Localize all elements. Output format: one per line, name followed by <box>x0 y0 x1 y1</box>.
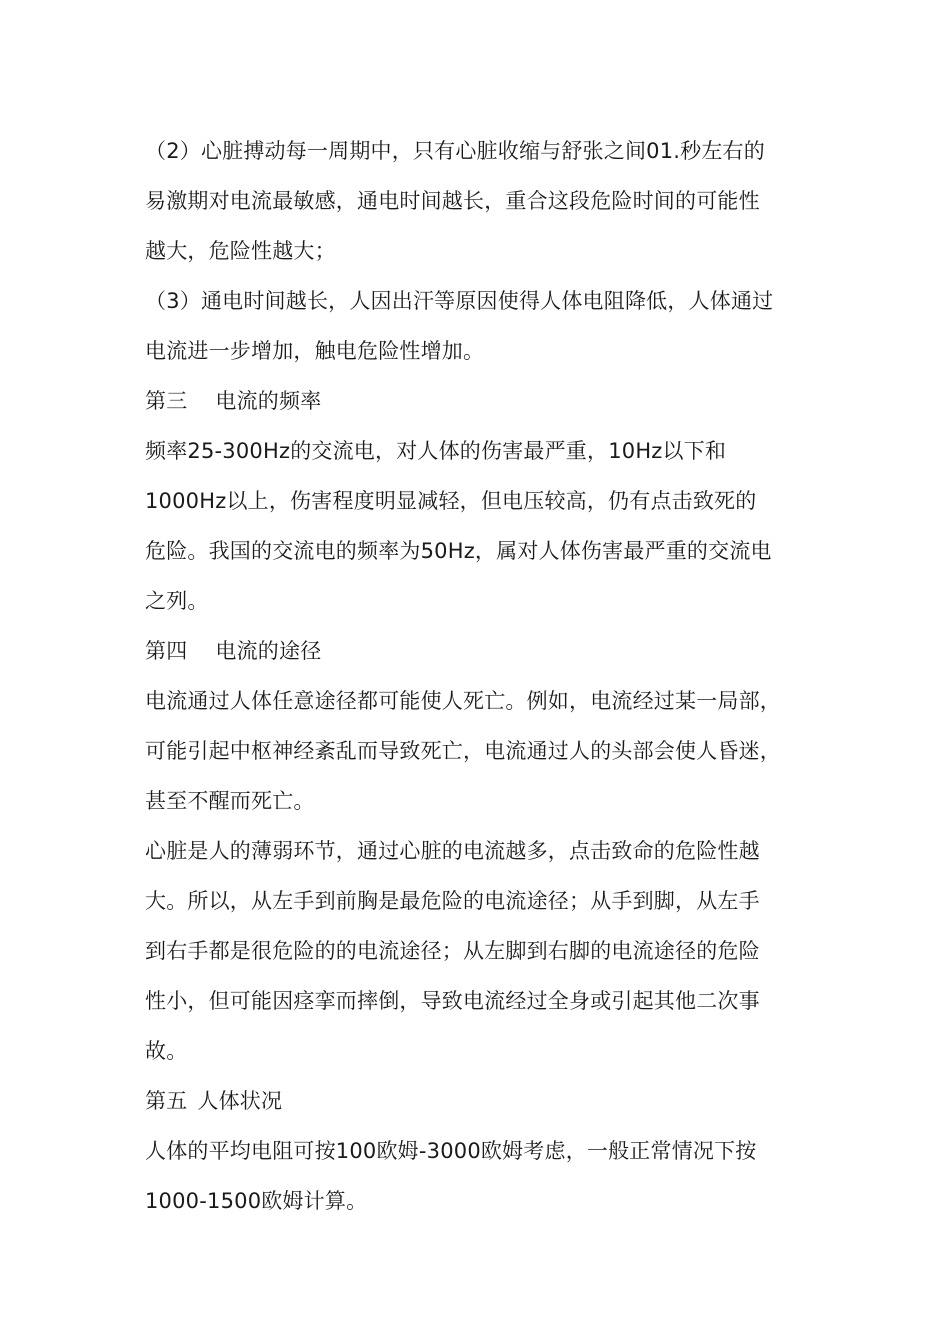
section-title: 电流的途径 <box>215 639 322 663</box>
section-heading-frequency <box>145 376 810 426</box>
text-line: 可能引起中枢神经紊乱而导致死亡，电流通过人的头部会使人昏迷， <box>145 739 781 763</box>
paragraph-time-3 <box>145 276 810 376</box>
text-line: 易激期对电流最敏感，通电时间越长，重合这段危险时间的可能性 <box>145 189 760 213</box>
section-number: 第三 <box>145 389 188 413</box>
paragraph-time-2 <box>145 126 810 276</box>
text-line: 越大，危险性越大； <box>145 239 336 263</box>
text-line: 大。所以，从左手到前胸是最危险的电流途径；从手到脚，从左手 <box>145 889 760 913</box>
paragraph-path-2 <box>145 826 810 1076</box>
section-number: 第五 <box>145 1089 188 1113</box>
text-line: 心脏是人的薄弱环节，通过心脏的电流越多，点击致命的危险性越 <box>145 839 760 863</box>
paragraph-frequency <box>145 426 810 626</box>
section-number: 第四 <box>145 639 188 663</box>
text-line: 故。 <box>145 1039 188 1063</box>
paragraph-body-resistance <box>145 1126 810 1226</box>
text-line: 频率25-300Hz的交流电，对人体的伤害最严重，10Hz以下和 <box>145 439 727 463</box>
text-line: 人体的平均电阻可按100欧姆-3000欧姆考虑，一般正常情况下按 <box>145 1139 757 1163</box>
text-line: 到右手都是很危险的的电流途径；从左脚到右脚的电流途径的危险 <box>145 939 760 963</box>
text-line: 电流进一步增加，触电危险性增加。 <box>145 339 485 363</box>
section-title: 电流的频率 <box>215 389 322 413</box>
text-line: 甚至不醒而死亡。 <box>145 789 315 813</box>
section-title: 人体状况 <box>197 1089 283 1113</box>
paragraph-path-1 <box>145 676 810 826</box>
text-line: 之列。 <box>145 589 209 613</box>
text-line: 性小，但可能因痉挛而摔倒，导致电流经过全身或引起其他二次事 <box>145 989 760 1013</box>
section-heading-path <box>145 626 810 676</box>
text-line: 电流通过人体任意途径都可能使人死亡。例如，电流经过某一局部， <box>145 689 781 713</box>
text-line: （3）通电时间越长，人因出汗等原因使得人体电阻降低，人体通过 <box>145 289 774 313</box>
document-body <box>145 126 810 1226</box>
section-heading-body-condition <box>145 1076 810 1126</box>
text-line: 1000-1500欧姆计算。 <box>145 1189 368 1213</box>
text-line: 危险。我国的交流电的频率为50Hz，属对人体伤害最严重的交流电 <box>145 539 772 563</box>
text-line: 1000Hz以上，伤害程度明显减轻，但电压较高，仍有点击致死的 <box>145 489 757 513</box>
text-line: （2）心脏搏动每一周期中，只有心脏收缩与舒张之间01.秒左右的 <box>145 139 765 163</box>
